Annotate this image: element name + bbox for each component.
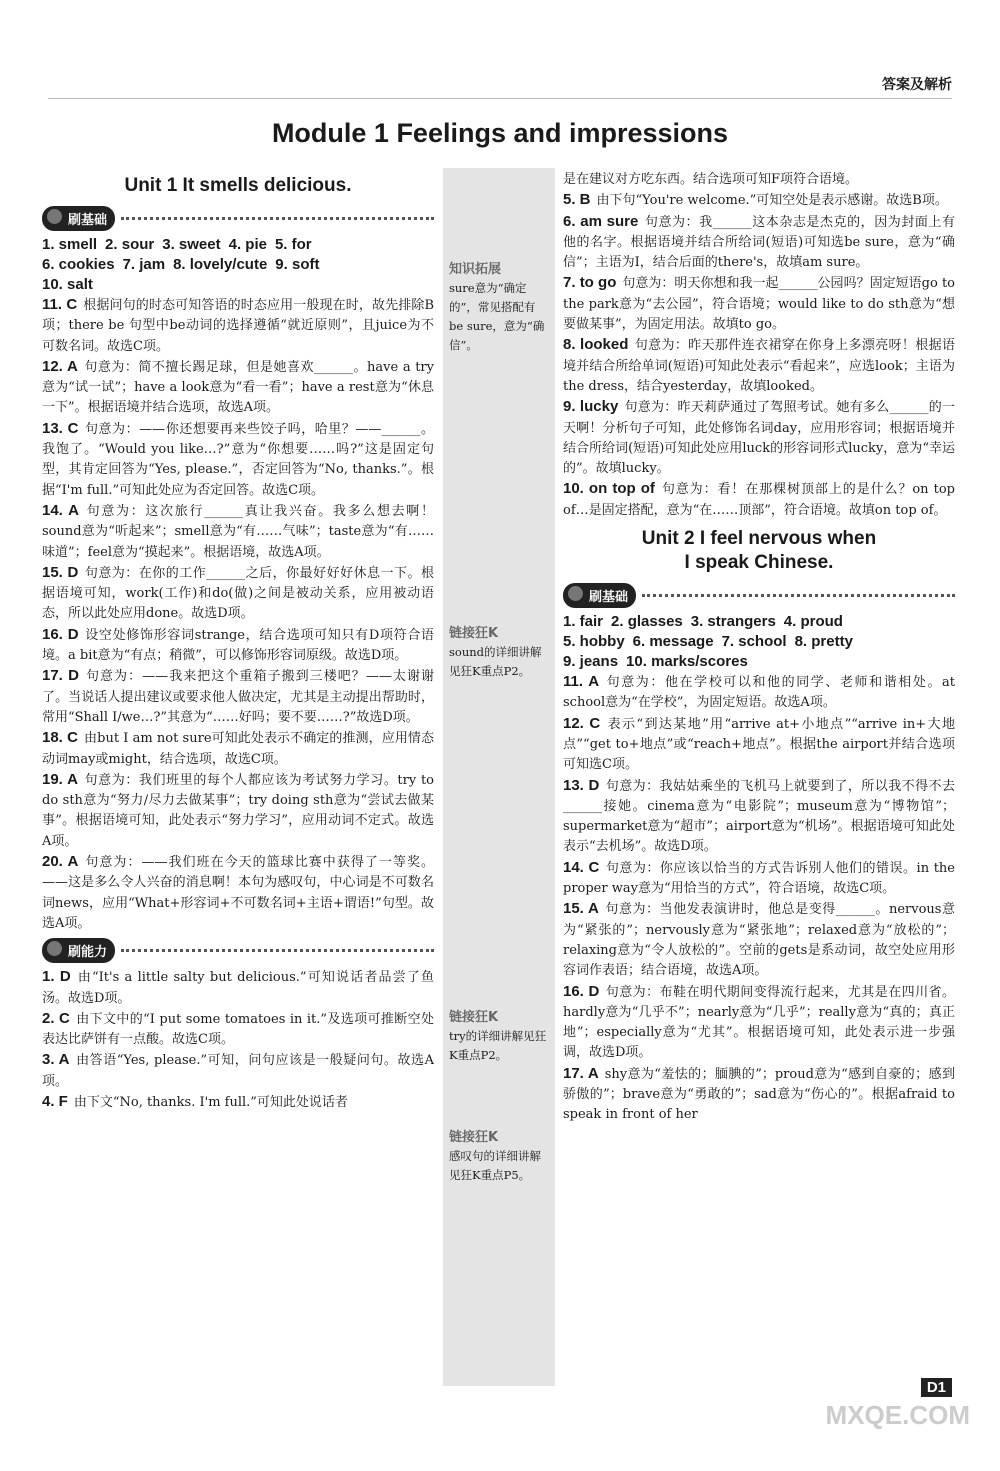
- answer-item: 17. D 句意为：——我来把这个重箱子搬到三楼吧？——太谢谢了。当说话人提出建议或要求他人做决定，尤其是主动提出帮助时，常用“Shall I/we…?”其意为“……好吗；要不要……?”故选D项。: [42, 667, 434, 725]
- answer-item: 5. B 由下句“You're welcome.”可知空处是表示感谢。故选B项。: [563, 191, 948, 209]
- answer-item: 17. A shy意为“羞怯的；腼腆的”；proud意为“感到自豪的；感到骄傲的”；brave意为“勇敢的”；sad意为“伤心的”。根据afraid to speak in front of her: [563, 1064, 955, 1123]
- answer-item: 11. A 句意为：他在学校可以和他的同学、老师和谐相处。at school意为“在学校”，为固定短语。故选A项。: [563, 673, 956, 711]
- answer: 4. proud: [783, 613, 843, 631]
- answer: 7. jam: [122, 256, 166, 273]
- notes-sidebar: [443, 168, 555, 1386]
- page-number: D1: [921, 1378, 952, 1397]
- answer: 7. school: [721, 633, 787, 651]
- answer-item: 11. C 根据问句的时态可知答语的时态应用一般现在时，故先排除B项；there be 句型中be动词的选择遵循“就近原则”，且juice为不可数名词。故选C项。: [42, 296, 434, 354]
- answer-item: 16. D 设空处修饰形容词strange，结合选项可知只有D项符合语境。a bit意为“有点；稍微”，可以修饰形容词原级。故选D项。: [42, 625, 435, 664]
- answer: 1. fair: [563, 613, 604, 631]
- note-box: 链接狂K sound的详细讲解见狂K重点P2。: [449, 626, 542, 678]
- answer: 3. sweet: [162, 236, 221, 253]
- unit2-answers: [563, 612, 955, 672]
- note-box: 链接狂K try的详细讲解见狂K重点P2。: [449, 1010, 547, 1062]
- answer-item: 13. D 句意为：我姑姑乘坐的飞机马上就要到了，所以我不得不去______接她。cinema意为“电影院”；museum意为“博物馆”；supermarket意为“超市”；airport意为“机场”。根据语境可知此处表示“去机场”。故选D项。: [563, 776, 955, 855]
- page-header: 答案及解析: [882, 77, 952, 93]
- answer-item: 19. A 句意为：我们班里的每个人都应该为考试努力学习。try to do sth意为“努力/尽力去做某事”；try doing sth意为“尝试去做某事”。根据语境可知，此处表示“努力学习”，应用动词不定式。故选A项。: [42, 770, 435, 849]
- unit1-answers: [42, 235, 434, 295]
- answer: 2. sour: [105, 236, 155, 253]
- unit1-title: Unit 1 It smells delicious.: [124, 175, 352, 196]
- left-column: [42, 170, 434, 1113]
- answer-item: 3. A 由答语“Yes, please.”可知，问句应该是一般疑问句。故选A项。: [42, 1051, 434, 1089]
- answer-item: 13. C 句意为：——你还想要再来些饺子吗，哈里？——______。我饱了。“Would you like…?”意为“你想要……吗?”这是固定句型，其肯定回答为“Yes, please.”，否定回答为“No, thanks.”。根据“I'm full.”可知此处应为否定回答。故选C项。: [42, 419, 434, 498]
- basic-badge: 刷基础: [42, 206, 115, 231]
- divider: [121, 949, 434, 952]
- unit2-title: Unit 2 I feel nervous when I speak Chinese.: [641, 528, 877, 574]
- answer: 6. cookies: [42, 256, 115, 273]
- answer-item: 12. C 表示“到达某地”用“arrive at+小地点”“arrive in+大地点”“get to+地点”或“reach+地点”。根据the airport并结合选项可知选C项。: [563, 714, 955, 773]
- answer-item: 6. am sure 句意为：我______这本杂志是杰克的，因为封面上有他的名字。根据语境并结合所给词(短语)可知选be sure，意为“确信”；主语为I，结合后面的there's，故填am sure。: [563, 212, 955, 271]
- answer: 10. salt: [42, 276, 93, 293]
- ability-section-header: [42, 938, 434, 963]
- answer-item: 18. C 由but I am not sure可知此处表示不确定的推测，应用情态动词may或might，结合选项，故选C项。: [42, 729, 434, 767]
- header-divider: [48, 98, 952, 99]
- basic-section-header: [42, 206, 434, 231]
- answer-item: 1. D 由“It's a little salty but delicious.”可知说话者品尝了鱼汤。故选D项。: [42, 968, 434, 1006]
- right-column: [563, 170, 955, 1126]
- ability-badge: 刷能力: [42, 938, 115, 963]
- answer-item: 2. C 由下文中的“I put some tomatoes in it.”及选项可推断空处表达比萨饼有一点酸。故选C项。: [42, 1009, 434, 1048]
- divider: [642, 594, 955, 597]
- watermark: MXQE.COM: [825, 1400, 970, 1430]
- module-title: Module 1 Feelings and impressions: [271, 118, 729, 148]
- answer: 1. smell: [42, 236, 98, 253]
- answer-item: 20. A 句意为：——我们班在今天的篮球比赛中获得了一等奖。——这是多么令人兴奋的消息啊！本句为感叹句，中心词是不可数名词news，应用“What+形容词+不可数名词+主语+谓语!”句型。故选A项。: [42, 853, 434, 931]
- note-box: 链接狂K 感叹句的详细讲解见狂K重点P5。: [449, 1130, 541, 1182]
- answer-item: 10. on top of 句意为：看！在那棵树顶部上的是什么？on top of…是固定搭配，意为“在……顶部”，符合语境。故填on top of。: [563, 480, 955, 518]
- answer: 8. lovely/cute: [173, 256, 268, 273]
- answer: 10. marks/scores: [626, 653, 748, 671]
- answer-item: 15. D 句意为：在你的工作______之后，你最好好好休息一下。根据语境可知，work(工作)和do(做)之间是被动关系，应用被动语态，所以此处应用done。故选D项。: [42, 563, 434, 622]
- answer-item: 9. lucky 句意为：昨天莉萨通过了驾照考试。她有多么______的一天啊！分析句子可知，此处修饰名词day，应用形容词；根据语境并结合所给词(短语)可知此处应用luck的形容词形式lucky，意为“幸运的”。故填lucky。: [563, 398, 955, 477]
- answer: 2. glasses: [611, 613, 683, 631]
- answer-item: 7. to go 句意为：明天你想和我一起______公园吗？固定短语go to the park意为“去公园”，符合语境；would like to do sth意为“想要做某事”，为固定用法。故填to go。: [563, 274, 955, 333]
- note-box: 知识拓展 sure意为“确定的”，常见搭配有be sure，意为“确信”。: [449, 262, 545, 352]
- answer: 3. strangers: [690, 613, 776, 631]
- answer-item: 16. D 句意为：布鞋在明代期间变得流行起来，尤其是在四川省。hardly意为“几乎不”；nearly意为“几乎”；really意为“真的；真正地”；especially意为“尤其”。根据语境可知，此处表示进一步强调，故选D项。: [563, 982, 955, 1061]
- answer-item: 14. C 句意为：你应该以恰当的方式告诉别人他们的错误。in the proper way意为“用恰当的方式”，符合语境，故选C项。: [563, 858, 955, 897]
- answer: 6. message: [632, 633, 714, 651]
- answer-item: 4. F 由下文“No, thanks. I'm full.”可知此处说话者: [42, 1092, 348, 1110]
- answer-item: 8. looked 句意为：昨天那件连衣裙穿在你身上多漂亮呀！根据语境并结合所给单词(短语)可知此处表示“看起来”，应选look；主语为the dress，结合yesterday，故填looked。: [563, 336, 955, 394]
- answer-item: 12. A 句意为：简不擅长踢足球，但是她喜欢______。have a try意为“试一试”；have a look意为“看一看”；have a rest意为“休息一下”。根据语境并结合选项，故选A项。: [42, 357, 434, 416]
- basic-section-header: [563, 583, 955, 608]
- answer: 5. for: [274, 236, 312, 253]
- divider: [121, 217, 434, 220]
- answer: 9. jeans: [563, 653, 619, 671]
- answer-item: 是在建议对方吃东西。结合选项可知F项符合语境。: [563, 172, 859, 187]
- basic-badge: 刷基础: [563, 583, 636, 608]
- answer: 5. hobby: [563, 633, 625, 651]
- answer: 4. pie: [228, 236, 267, 253]
- answer-item: 14. A 句意为：这次旅行______真让我兴奋。我多么想去啊！sound意为“听起来”；smell意为“有……气味”；taste意为“有……味道”；feel意为“摸起来”。根据语境，故选A项。: [42, 501, 434, 560]
- answer: 9. soft: [275, 256, 320, 273]
- answer-item: 15. A 句意为：当他发表演讲时，他总是变得______。nervous意为“紧张的”；nervously意为“紧张地”；relaxed意为“放松的”；relaxing意为“令人放松的”。空前的gets是系动词，故空处应用形容词作表语；结合语境，故选A项。: [563, 900, 956, 979]
- answer: 8. pretty: [794, 633, 853, 651]
